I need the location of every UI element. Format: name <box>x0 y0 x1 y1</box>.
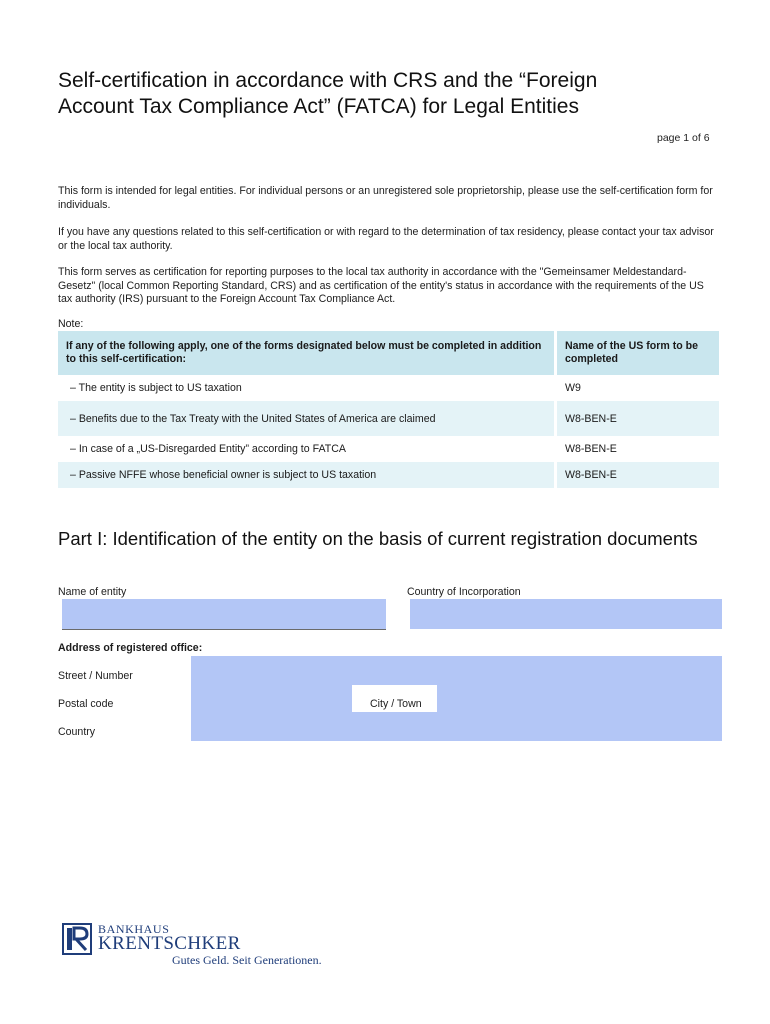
table-cell-form: W8-BEN-E <box>557 462 719 488</box>
table-cell-form: W8-BEN-E <box>557 401 719 436</box>
table-row <box>58 462 719 488</box>
logo-name-text: KRENTSCHKER <box>98 933 241 954</box>
table-header-condition: If any of the following apply, one of the forms designated below must be completed in addition to this self-certification: <box>58 331 557 375</box>
table-header-row <box>58 331 719 375</box>
intro-paragraph-3: This form serves as certification for reporting purposes to the local tax authority in accordance with the "Gemeinsamer Meldestandard-Gesetz" (local Common Reporting Standard, CRS) and as certification of the entity's status in accordance with the requirements of the US tax authority (IRS) pursuant to the Foreign Account Tax Compliance Act. <box>58 266 704 306</box>
registered-office-heading: Address of registered office: <box>58 642 203 654</box>
table-header-form: Name of the US form to be completed <box>557 331 719 375</box>
country-of-incorporation-field[interactable] <box>410 599 722 629</box>
bank-monogram-icon <box>62 923 92 955</box>
logo-slogan-text: Gutes Geld. Seit Generationen. <box>172 953 322 967</box>
table-cell-condition: – In case of a „US-Disregarded Entity” according to FATCA <box>58 436 557 462</box>
table-cell-condition: – Passive NFFE whose beneficial owner is subject to US taxation <box>58 462 557 488</box>
table-cell-condition: – The entity is subject to US taxation <box>58 375 557 401</box>
country-label: Country <box>58 726 96 738</box>
street-number-field[interactable] <box>191 656 722 685</box>
us-forms-table <box>58 331 719 488</box>
page-number: page 1 of 6 <box>657 132 710 144</box>
name-of-entity-label: Name of entity <box>58 586 127 598</box>
name-of-entity-field[interactable] <box>62 599 386 630</box>
document-title: Self-certification in accordance with CRS and the “Foreign Account Tax Compliance Act” (FATCA) for Legal Entities <box>58 69 598 118</box>
postal-code-field[interactable] <box>191 684 352 713</box>
logo-bank-text: BANKHAUS <box>98 922 170 936</box>
table-cell-condition: – Benefits due to the Tax Treaty with the United States of America are claimed <box>58 401 557 436</box>
table-cell-form: W8-BEN-E <box>557 436 719 462</box>
table-row <box>58 375 719 401</box>
table-row <box>58 401 719 436</box>
table-cell-form: W9 <box>557 375 719 401</box>
city-town-label: City / Town <box>370 698 422 710</box>
part-1-heading: Part I: Identification of the entity on the basis of current registration documents <box>58 528 698 549</box>
intro-paragraph-1: This form is intended for legal entities. For individual persons or an unregistered sole proprietorship, please use the self-certification form for individuals. <box>58 185 713 211</box>
country-of-incorporation-label: Country of Incorporation <box>407 586 521 598</box>
note-label: Note: <box>58 318 84 330</box>
city-town-field[interactable] <box>437 684 722 713</box>
country-field[interactable] <box>191 712 722 741</box>
postal-code-label: Postal code <box>58 698 114 710</box>
street-number-label: Street / Number <box>58 670 133 682</box>
table-row <box>58 436 719 462</box>
intro-paragraph-2: If you have any questions related to this self-certification or with regard to the determination of tax residency, please contact your tax advisor or the local tax authority. <box>58 226 714 252</box>
bank-logo <box>62 922 342 970</box>
